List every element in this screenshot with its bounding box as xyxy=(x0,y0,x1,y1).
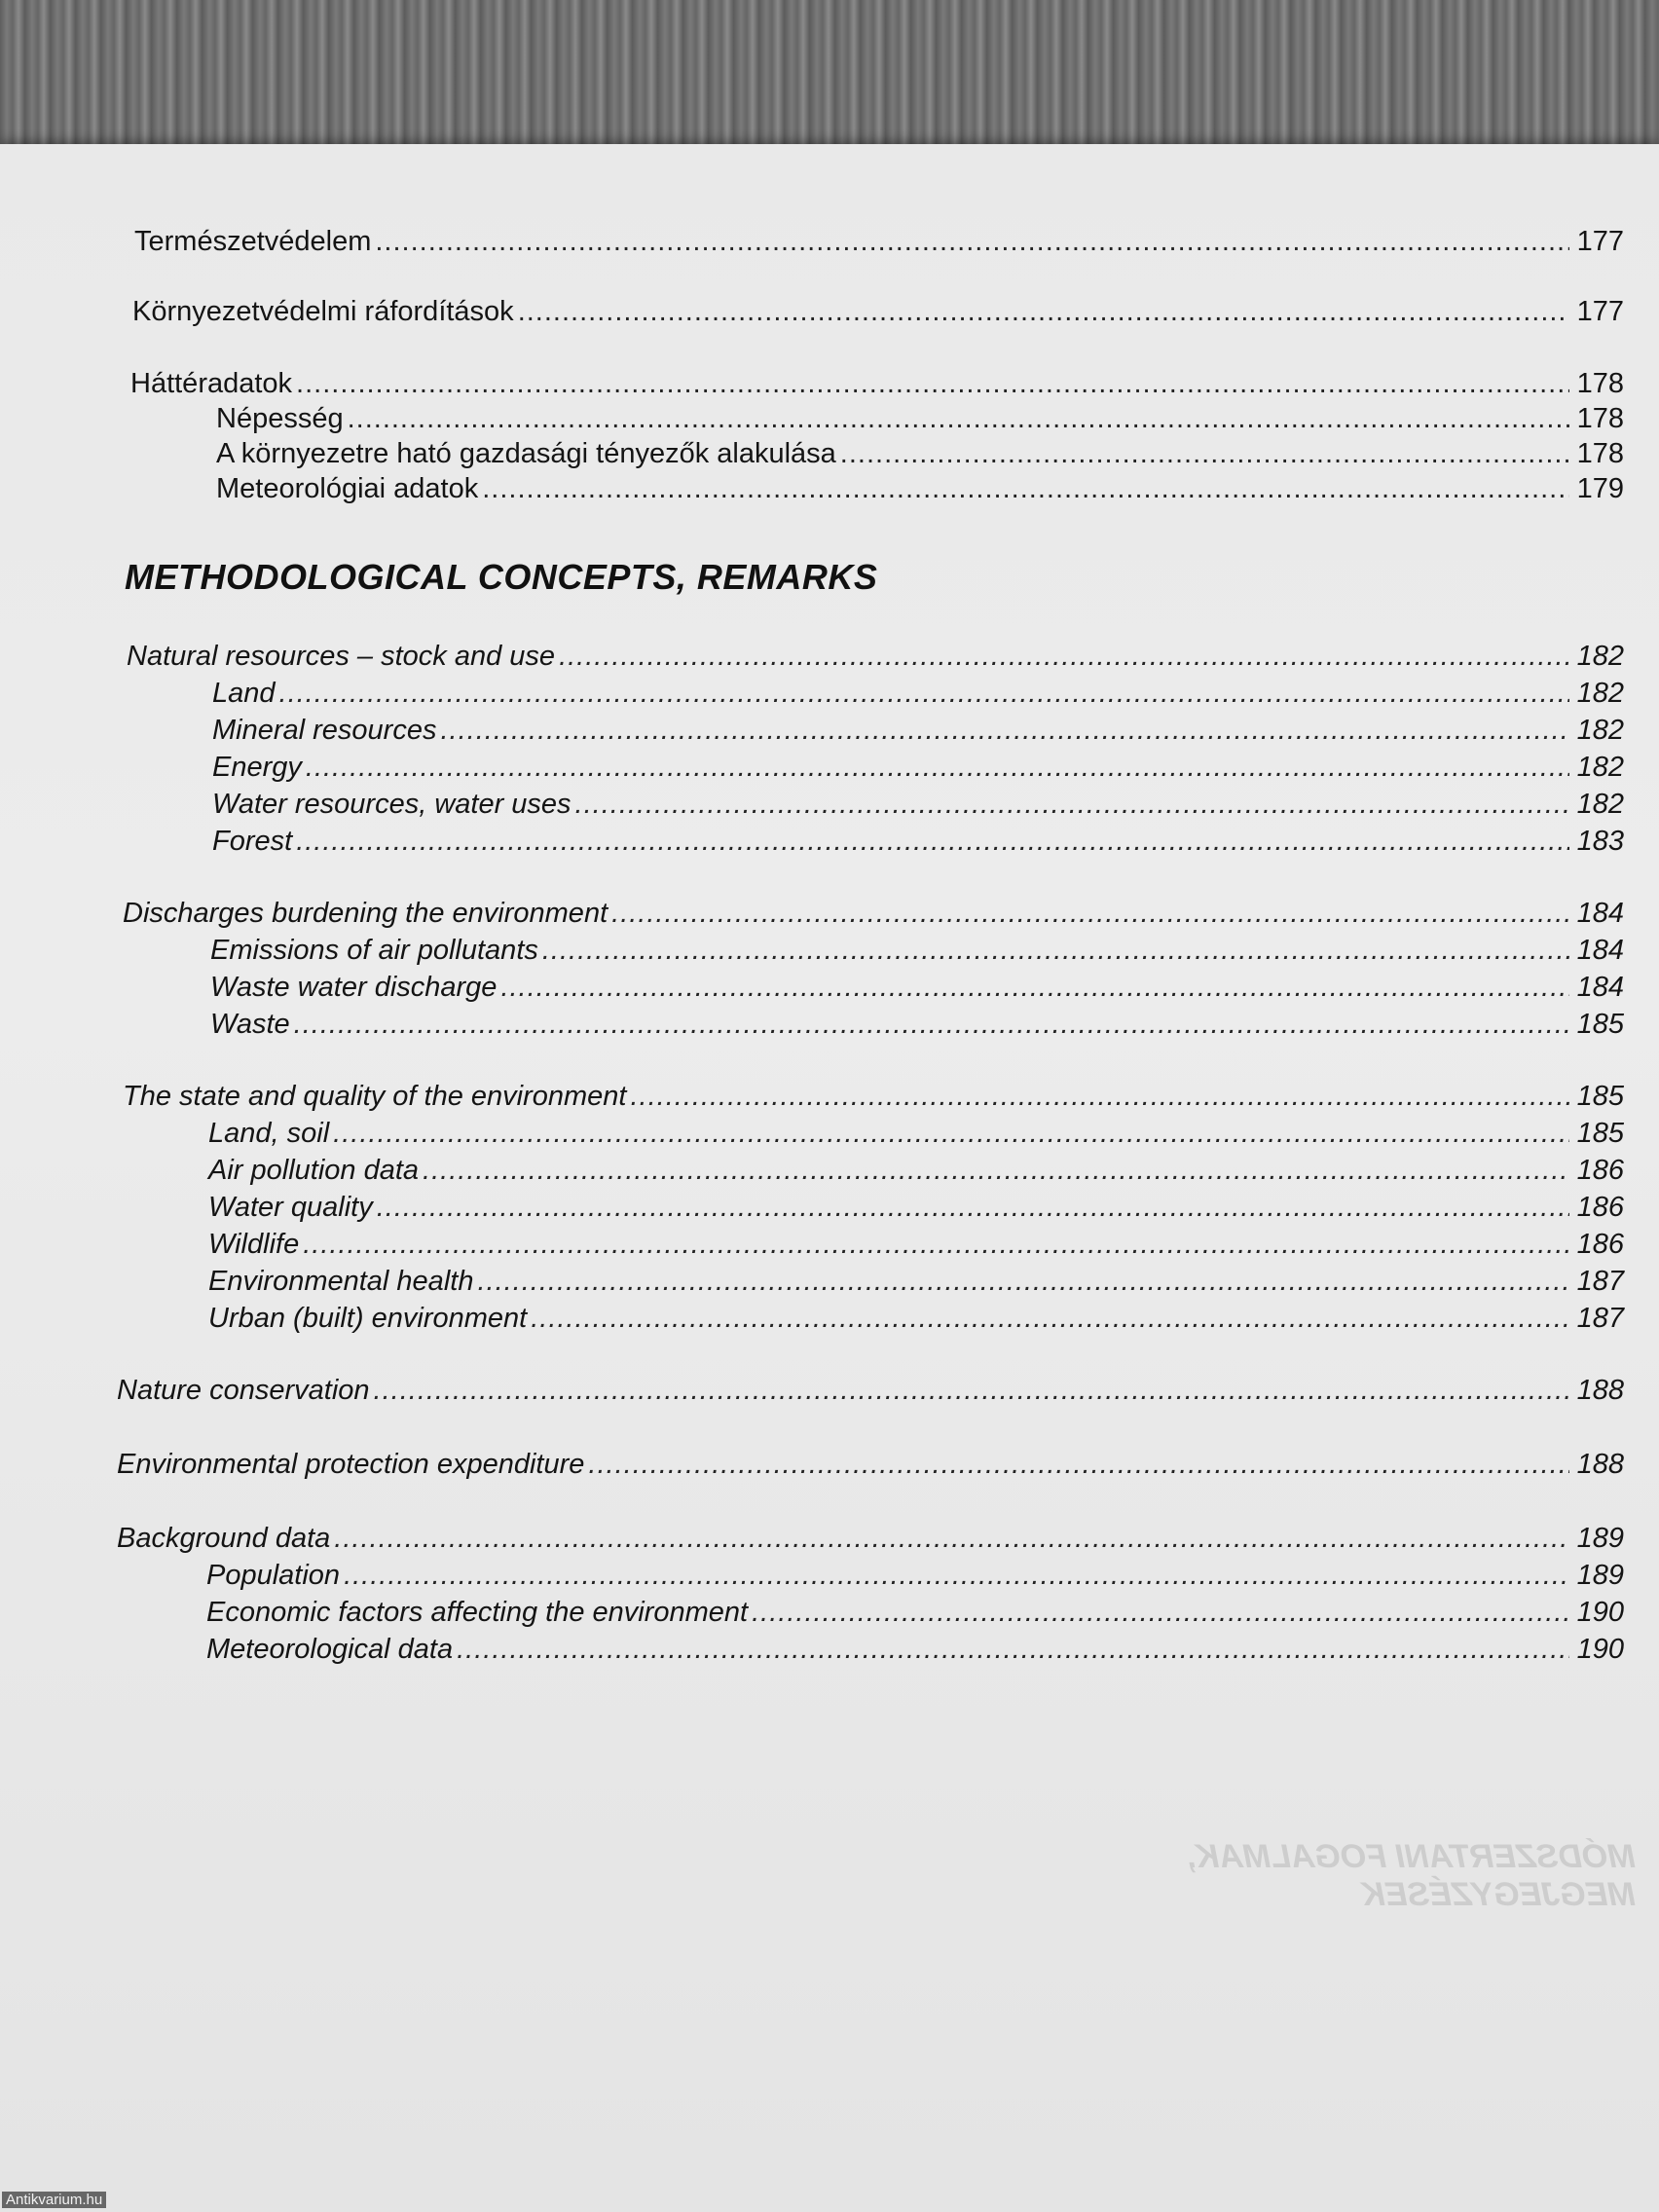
toc-entry[interactable] xyxy=(123,1079,1624,1114)
toc-entry-label: Land xyxy=(212,678,276,709)
toc-entry-label: Háttéradatok xyxy=(130,368,293,399)
toc-leader-dots xyxy=(542,933,1569,968)
toc-entry-label: Wildlife xyxy=(208,1229,300,1260)
toc-entry[interactable] xyxy=(208,1264,1624,1299)
toc-leader-dots xyxy=(477,1264,1569,1299)
toc-leader-dots xyxy=(500,970,1569,1005)
toc-leader-dots xyxy=(377,1190,1569,1225)
toc-leader-dots xyxy=(440,713,1569,748)
toc-entry-label: Environmental health xyxy=(208,1266,474,1297)
table-of-contents-english xyxy=(0,144,1659,2212)
toc-entry-label: Air pollution data xyxy=(208,1155,420,1186)
toc-entry-page: 182 xyxy=(1576,641,1624,672)
watermark: Antikvarium.hu xyxy=(2,2192,106,2208)
toc-entry[interactable] xyxy=(127,639,1624,674)
toc-entry[interactable] xyxy=(208,1153,1624,1188)
toc-entry-page: 187 xyxy=(1576,1266,1624,1297)
toc-entry-page: 190 xyxy=(1576,1634,1624,1665)
toc-entry-label: Forest xyxy=(212,826,293,857)
toc-entry-page: 186 xyxy=(1576,1229,1624,1260)
toc-entry-label: Mineral resources xyxy=(212,715,437,746)
toc-entry-label: Természetvédelem xyxy=(134,226,372,257)
toc-entry-label: Emissions of air pollutants xyxy=(210,935,538,966)
toc-entry-label: Economic factors affecting the environment xyxy=(206,1597,749,1628)
toc-entry-page: 182 xyxy=(1576,789,1624,820)
toc-entry-label: Natural resources – stock and use xyxy=(127,641,556,672)
toc-entry[interactable] xyxy=(208,1190,1624,1225)
toc-entry-label: Waste xyxy=(210,1009,290,1040)
toc-leader-dots xyxy=(344,1558,1569,1593)
toc-entry[interactable] xyxy=(117,1373,1624,1408)
show-through-text: MÓDSZERTANI FOGALMAK, MEGJEGYZÉSEK xyxy=(1186,1838,1636,1913)
toc-leader-dots xyxy=(559,639,1569,674)
toc-entry-page: 178 xyxy=(1576,368,1624,399)
toc-entry-label: Meteorológiai adatok xyxy=(216,473,479,504)
toc-entry-page: 188 xyxy=(1576,1449,1624,1480)
section-heading: METHODOLOGICAL CONCEPTS, REMARKS xyxy=(125,557,878,597)
toc-entry-label: Land, soil xyxy=(208,1118,330,1149)
book-page xyxy=(0,144,1659,2212)
toc-leader-dots xyxy=(630,1079,1569,1114)
toc-entry[interactable] xyxy=(212,787,1624,822)
toc-entry-page: 185 xyxy=(1576,1118,1624,1149)
toc-entry-page: 185 xyxy=(1576,1009,1624,1040)
toc-entry[interactable] xyxy=(208,1116,1624,1151)
toc-entry-page: 179 xyxy=(1576,473,1624,504)
toc-entry-label: Water resources, water uses xyxy=(212,789,571,820)
toc-leader-dots xyxy=(457,1632,1569,1667)
toc-leader-dots xyxy=(374,1373,1569,1408)
toc-entry-page: 184 xyxy=(1576,972,1624,1003)
toc-leader-dots xyxy=(611,896,1569,931)
toc-entry-page: 178 xyxy=(1576,438,1624,469)
toc-entry[interactable] xyxy=(117,1521,1624,1556)
toc-entry-label: Meteorological data xyxy=(206,1634,454,1665)
toc-entry-label: Water quality xyxy=(208,1192,373,1223)
toc-entry[interactable] xyxy=(123,896,1624,931)
toc-entry-page: 184 xyxy=(1576,935,1624,966)
toc-leader-dots xyxy=(333,1116,1569,1151)
toc-entry-page: 188 xyxy=(1576,1375,1624,1406)
toc-leader-dots xyxy=(575,787,1569,822)
toc-entry-page: 183 xyxy=(1576,826,1624,857)
toc-entry-page: 189 xyxy=(1576,1523,1624,1554)
toc-entry[interactable] xyxy=(210,933,1624,968)
toc-entry-page: 189 xyxy=(1576,1560,1624,1591)
toc-entry[interactable] xyxy=(206,1632,1624,1667)
toc-leader-dots xyxy=(588,1447,1569,1482)
toc-entry[interactable] xyxy=(208,1227,1624,1262)
toc-entry[interactable] xyxy=(212,750,1624,785)
toc-entry[interactable] xyxy=(206,1558,1624,1593)
background-fabric xyxy=(0,0,1659,166)
toc-entry-page: 190 xyxy=(1576,1597,1624,1628)
toc-entry-page: 178 xyxy=(1576,403,1624,434)
toc-entry-page: 177 xyxy=(1576,226,1624,257)
toc-entry[interactable] xyxy=(212,824,1624,859)
toc-entry-label: Environmental protection expenditure xyxy=(117,1449,585,1480)
toc-leader-dots xyxy=(294,1007,1569,1042)
toc-leader-dots xyxy=(423,1153,1569,1188)
toc-entry-page: 187 xyxy=(1576,1303,1624,1334)
toc-leader-dots xyxy=(296,824,1569,859)
toc-entry-label: Background data xyxy=(117,1523,331,1554)
toc-leader-dots xyxy=(279,676,1569,711)
toc-entry-page: 177 xyxy=(1576,296,1624,327)
toc-entry-label: Nature conservation xyxy=(117,1375,370,1406)
toc-entry-label: Discharges burdening the environment xyxy=(123,898,608,929)
toc-entry[interactable] xyxy=(212,676,1624,711)
toc-entry-label: A környezetre ható gazdasági tényezők alakulása xyxy=(216,438,836,469)
toc-leader-dots xyxy=(752,1595,1569,1630)
toc-entry-label: Population xyxy=(206,1560,341,1591)
toc-entry[interactable] xyxy=(210,970,1624,1005)
toc-entry-page: 182 xyxy=(1576,752,1624,783)
toc-entry-page: 186 xyxy=(1576,1192,1624,1223)
toc-entry-page: 186 xyxy=(1576,1155,1624,1186)
toc-entry-label: Népesség xyxy=(216,403,344,434)
toc-leader-dots xyxy=(334,1521,1569,1556)
toc-entry-page: 182 xyxy=(1576,715,1624,746)
toc-entry[interactable] xyxy=(117,1447,1624,1482)
toc-entry-page: 185 xyxy=(1576,1081,1624,1112)
toc-entry[interactable] xyxy=(208,1301,1624,1336)
toc-leader-dots xyxy=(306,750,1569,785)
toc-entry[interactable] xyxy=(212,713,1624,748)
toc-entry-page: 182 xyxy=(1576,678,1624,709)
toc-entry-label: The state and quality of the environment xyxy=(123,1081,627,1112)
toc-entry-label: Környezetvédelmi ráfordítások xyxy=(132,296,514,327)
toc-entry[interactable] xyxy=(210,1007,1624,1042)
toc-leader-dots xyxy=(531,1301,1569,1336)
toc-entry-label: Energy xyxy=(212,752,302,783)
toc-entry-label: Urban (built) environment xyxy=(208,1303,528,1334)
toc-entry-page: 184 xyxy=(1576,898,1624,929)
toc-entry[interactable] xyxy=(206,1595,1624,1630)
toc-entry-label: Waste water discharge xyxy=(210,972,498,1003)
toc-leader-dots xyxy=(303,1227,1569,1262)
